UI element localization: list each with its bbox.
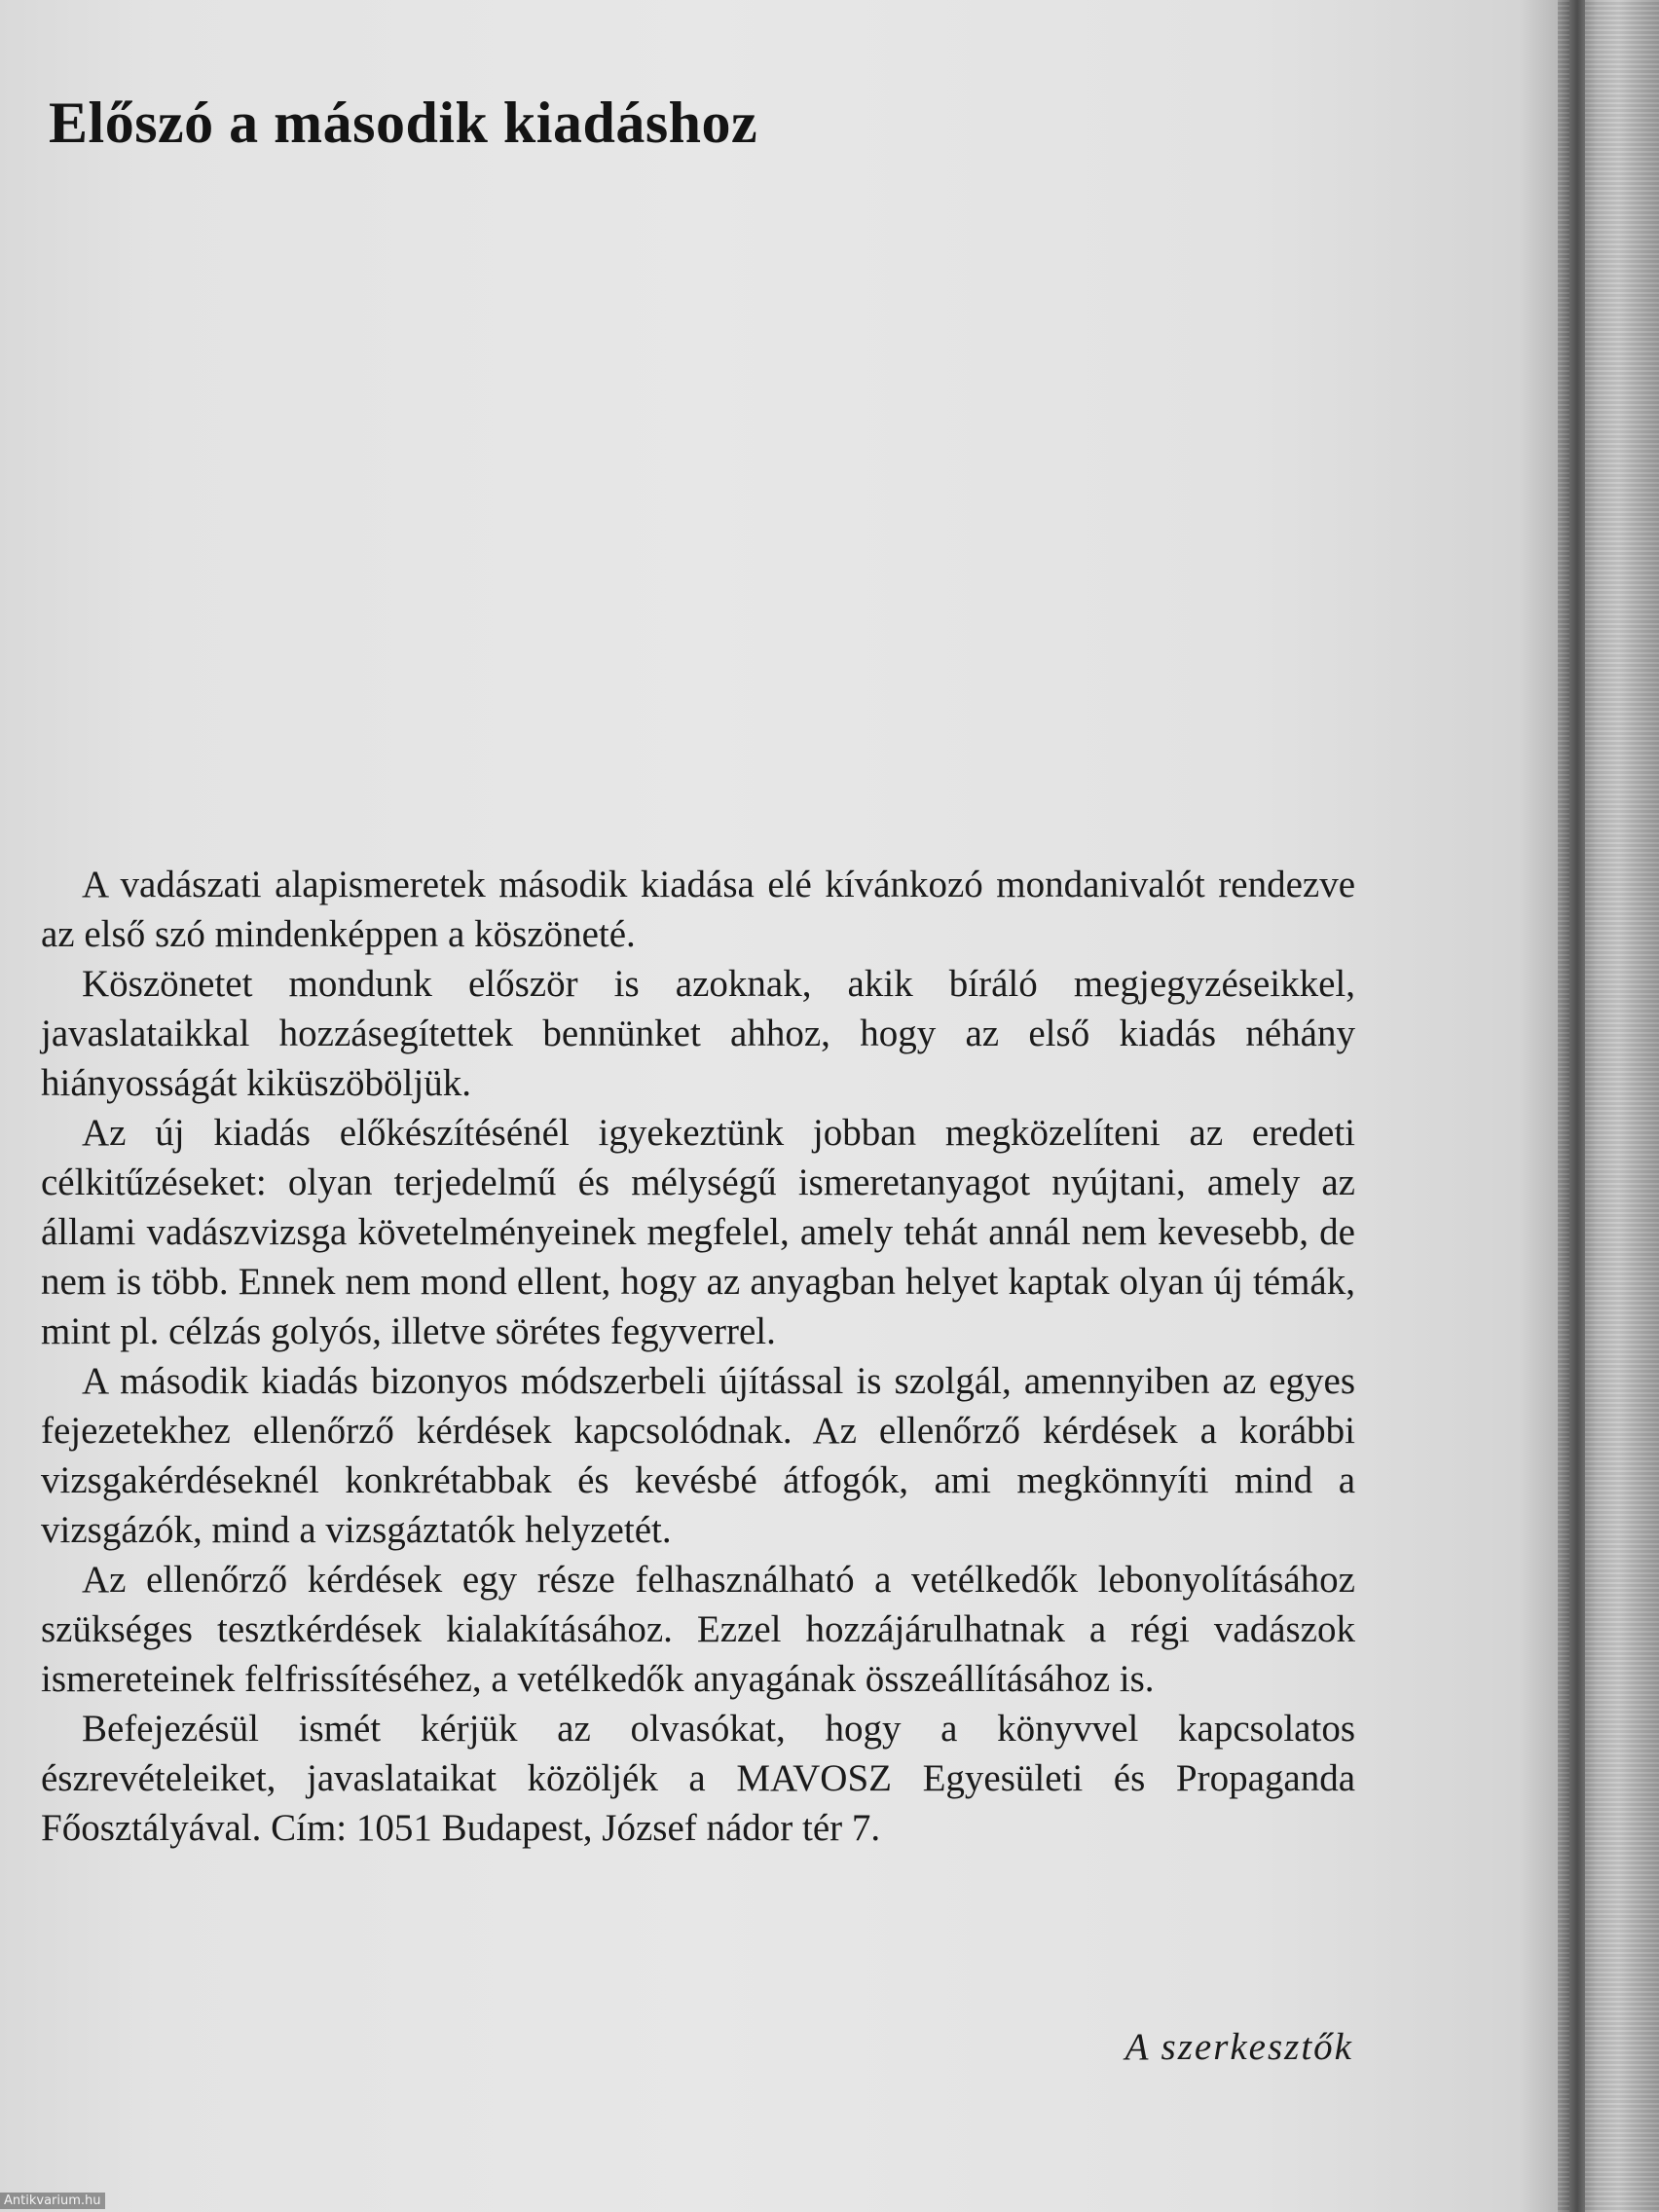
signature: A szerkesztők: [1124, 2026, 1353, 2068]
preface-body: [41, 860, 1355, 1853]
page-title: Előszó a második kiadáshoz: [49, 91, 758, 155]
page-gutter-shadow: [1519, 0, 1558, 2212]
binding-edge: [1569, 0, 1585, 2212]
paragraph-3: Az új kiadás előkészítésénél igyekeztünk jobban megközelíteni az eredeti célkitűzéseket: olyan terjedelmű és mélységű ismeretanyagot nyújtani, amely az állami vadászvizsga követelményeinek megfelel, amely tehát annál nem kevesebb, de nem is több. Ennek nem mond ellent, hogy az anyagban helyet kaptak olyan új témák, mint pl. célzás golyós, illetve sörétes fegyverrel.: [41, 1112, 1355, 1352]
paragraph-1: A vadászati alapismeretek második kiadása elé kívánkozó mondanivalót rendezve az első szó mindenképpen a köszöneté.: [41, 864, 1355, 955]
paragraph-4: A második kiadás bizonyos módszerbeli újítással is szolgál, amennyiben az egyes fejezetekhez ellenőrző kérdések kapcsolódnak. Az ellenőrző kérdések a korábbi vizsgakérdéseknél konkrétabbak és kevésbé átfogók, ami megkönnyíti mind a vizsgázók, mind a vizsgáztatók helyzetét.: [41, 1360, 1355, 1551]
paragraph-6: Befejezésül ismét kérjük az olvasókat, hogy a könyvvel kapcsolatos észrevételeiket, javaslataikat közöljék a MAVOSZ Egyesületi és Propaganda Főosztályával. Cím: 1051 Budapest, József nádor tér 7.: [41, 1708, 1355, 1849]
paragraph-2: Köszönetet mondunk először is azoknak, akik bíráló megjegyzéseikkel, javaslataikkal hozzásegítettek bennünket ahhoz, hogy az első kiadás néhány hiányosságát kiküszöböljük.: [41, 963, 1355, 1104]
paragraph-5: Az ellenőrző kérdések egy része felhasználható a vetélkedők lebonyolításához szükséges tesztkérdések kialakításához. Ezzel hozzájárulhatnak a régi vadászok ismereteinek felfrissítéséhez, a vetélkedők anyagának összeállításához is.: [41, 1559, 1355, 1700]
watermark: Antikvarium.hu: [0, 2193, 105, 2209]
